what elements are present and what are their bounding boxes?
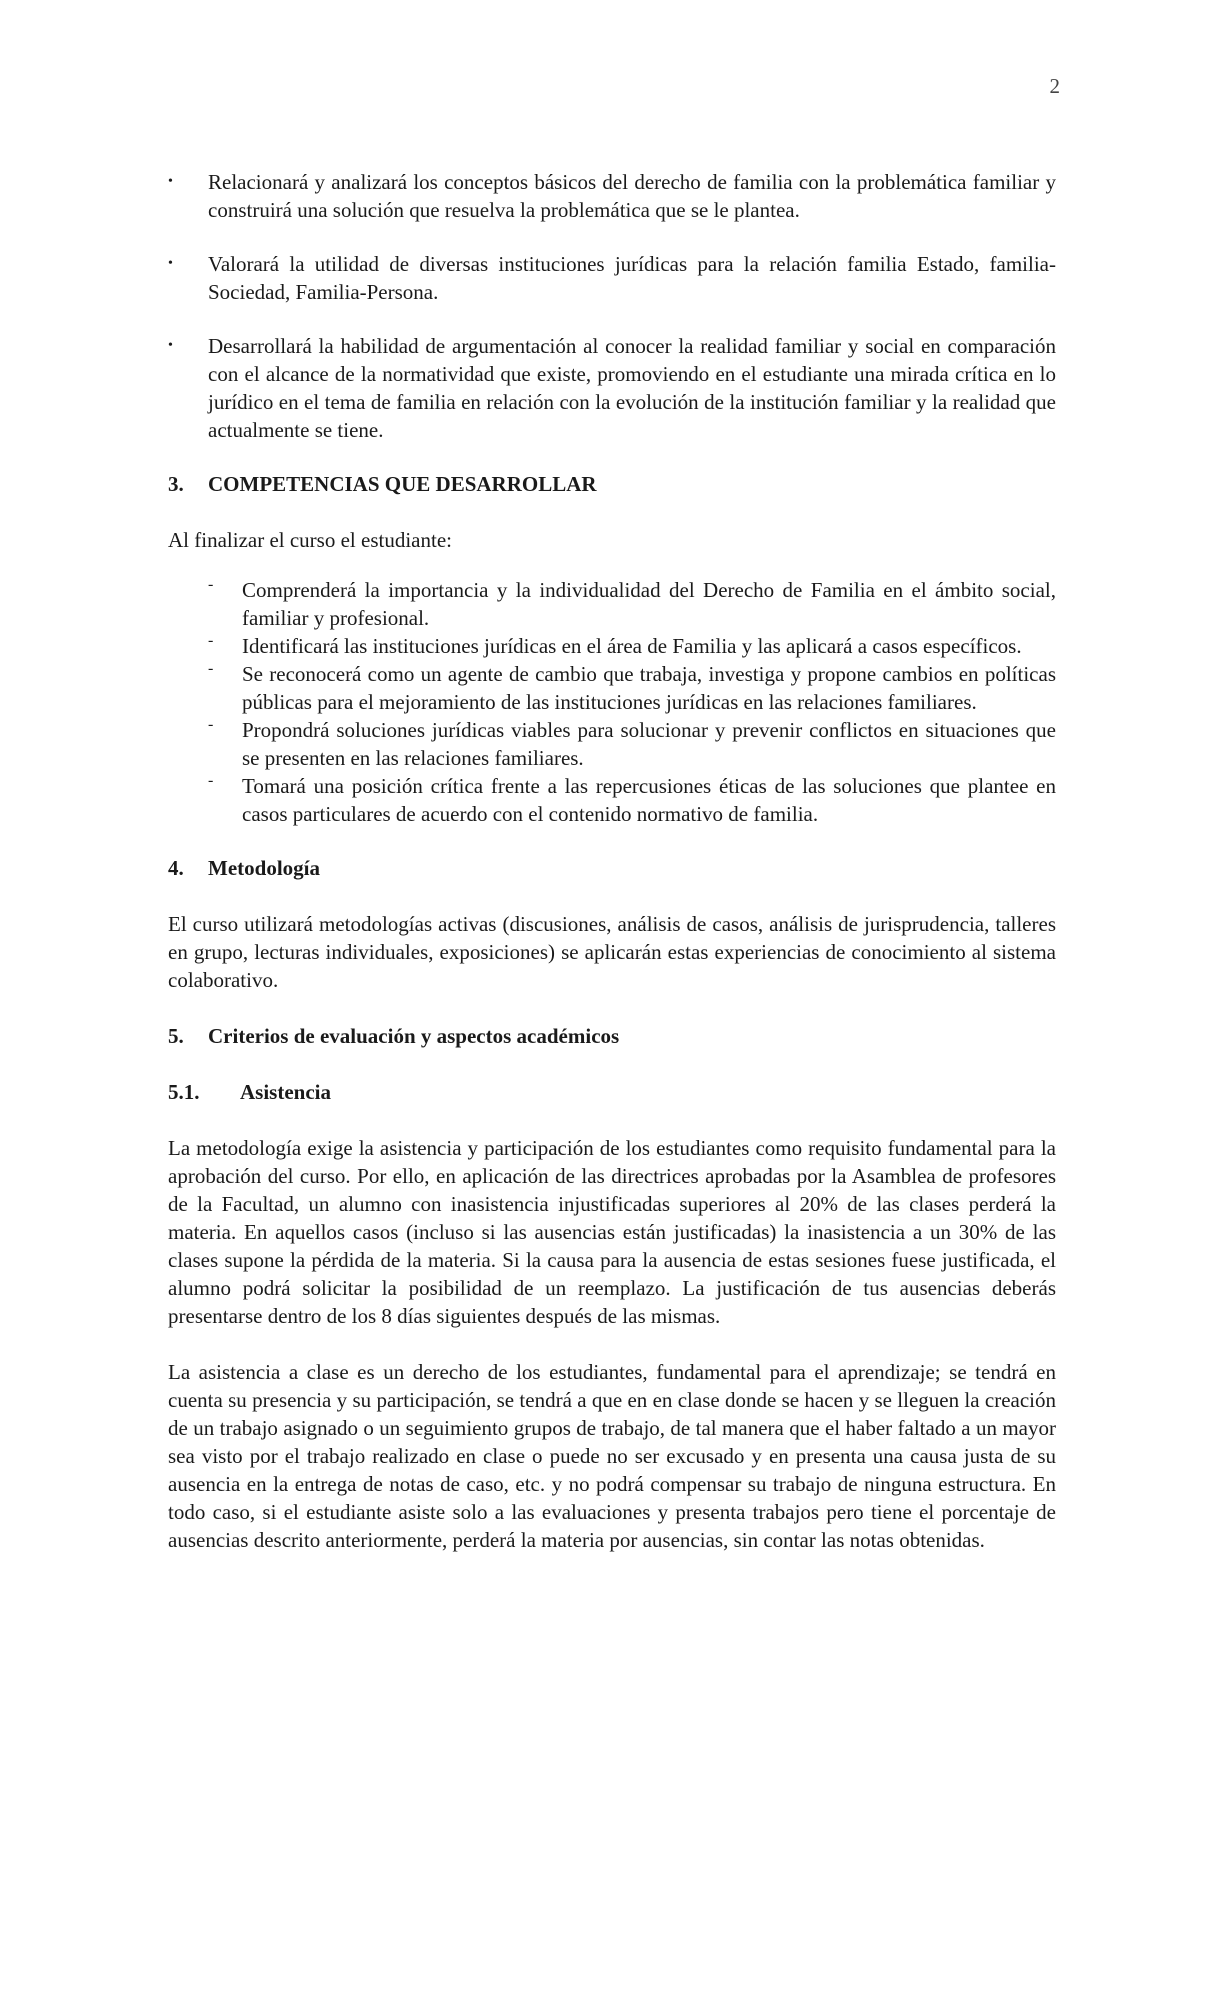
section-number: 5.1. (168, 1080, 200, 1104)
competency-item (208, 576, 1056, 632)
competency-text: Propondrá soluciones jurídicas viables para solucionar y prevenir conflictos en situaciones que se presenten en las relaciones familiares. (242, 718, 1056, 770)
bullet-icon: • (168, 174, 173, 189)
competency-text: Identificará las instituciones jurídicas en el área de Familia y las aplicará a casos específicos. (242, 634, 1022, 658)
attendance-paragraph: La asistencia a clase es un derecho de los estudiantes, fundamental para el aprendizaje; se tendrá en cuenta su presencia y su participación, se tendrá a que en en clase donde se hacen y se lleguen la creación de un trabajo asignado o un seguimiento grupos de trabajo, de tal manera que el haber faltado a un mayor sea visto por el trabajo realizado en clase o puede no ser excusado y en presenta una causa justa de su ausencia en la entrega de notas de caso, etc. y no podrá compensar su trabajo de ninguna estructura. En todo caso, si el estudiante asiste solo a las evaluaciones y presenta trabajos pero tiene el porcentaje de ausencias descrito anteriormente, perderá la materia por ausencias, sin contar las notas obtenidas. (168, 1360, 1056, 1552)
section-3-intro: Al finalizar el curso el estudiante: (168, 528, 452, 552)
objective-item (168, 250, 1056, 306)
dash-bullet: - (208, 632, 214, 649)
attendance-paragraph: La metodología exige la asistencia y participación de los estudiantes como requisito fundamental para la aprobación del curso. Por ello, en aplicación de las directrices aprobadas por la Asamblea de profesores de la Facultad, un alumno con inasistencia injustificadas superiores al 20% de las clases perderá la materia. En aquellos casos (incluso si las ausencias están justificadas) la inasistencia a un 30% de las clases supone la pérdida de la materia. Si la causa para la ausencia de estas sesiones fuese justificada, el alumno podrá solicitar la posibilidad de un reemplazo. La justificación de tus ausencias deberás presentarse dentro de los 8 días siguientes después de las mismas. (168, 1136, 1056, 1328)
section-title: COMPETENCIAS QUE DESARROLLAR (208, 472, 597, 496)
competency-text: Tomará una posición crítica frente a las repercusiones éticas de las soluciones que plantee en casos particulares de acuerdo con el contenido normativo de familia. (242, 774, 1056, 826)
section-title: Asistencia (240, 1080, 331, 1104)
competencies-list (168, 576, 1056, 828)
section-number: 4. (168, 856, 184, 880)
competency-text: Se reconocerá como un agente de cambio que trabaja, investiga y propone cambios en políticas públicas para el mejoramiento de las instituciones jurídicas en las relaciones familiares. (242, 662, 1056, 714)
section-5-heading (168, 1022, 1056, 1050)
dash-bullet: - (208, 716, 214, 733)
section-title: Criterios de evaluación y aspectos académicos (208, 1024, 620, 1048)
page-number: 2 (1049, 74, 1060, 98)
dash-bullet: - (208, 660, 214, 677)
competency-text: Comprenderá la importancia y la individualidad del Derecho de Familia en el ámbito social, familiar y profesional. (242, 578, 1056, 630)
section-3-heading (168, 470, 1056, 498)
competency-item (208, 772, 1056, 828)
objective-text: Relacionará y analizará los conceptos básicos del derecho de familia con la problemática familiar y construirá una solución que resuelva la problemática que se le plantea. (208, 170, 1056, 222)
objective-text: Valorará la utilidad de diversas instituciones jurídicas para la relación familia Estado, familia-Sociedad, Familia-Persona. (208, 252, 1056, 304)
bullet-icon: • (168, 338, 173, 353)
objective-text: Desarrollará la habilidad de argumentación al conocer la realidad familiar y social en comparación con el alcance de la normatividad que existe, promoviendo en el estudiante una mirada crítica en lo jurídico en el tema de familia en relación con la evolución de la institución familiar y la realidad que actualmente se tiene. (208, 334, 1056, 442)
objective-item (168, 332, 1056, 444)
competency-item (208, 660, 1056, 716)
bullet-icon: • (168, 256, 173, 271)
dash-bullet: - (208, 576, 214, 593)
section-number: 3. (168, 472, 184, 496)
page-content (168, 168, 1056, 1582)
section-number: 5. (168, 1024, 184, 1048)
section-title: Metodología (208, 856, 320, 880)
competency-item (208, 632, 1056, 660)
objective-item (168, 168, 1056, 224)
objectives-list (168, 168, 1056, 444)
section-4-heading (168, 854, 1056, 882)
dash-bullet: - (208, 772, 214, 789)
section-5-1-heading (168, 1078, 1056, 1106)
section-4-body: El curso utilizará metodologías activas (discusiones, análisis de casos, análisis de jurisprudencia, talleres en grupo, lecturas individuales, exposiciones) se aplicarán estas experiencias de conocimiento al sistema colaborativo. (168, 912, 1056, 992)
competency-item (208, 716, 1056, 772)
